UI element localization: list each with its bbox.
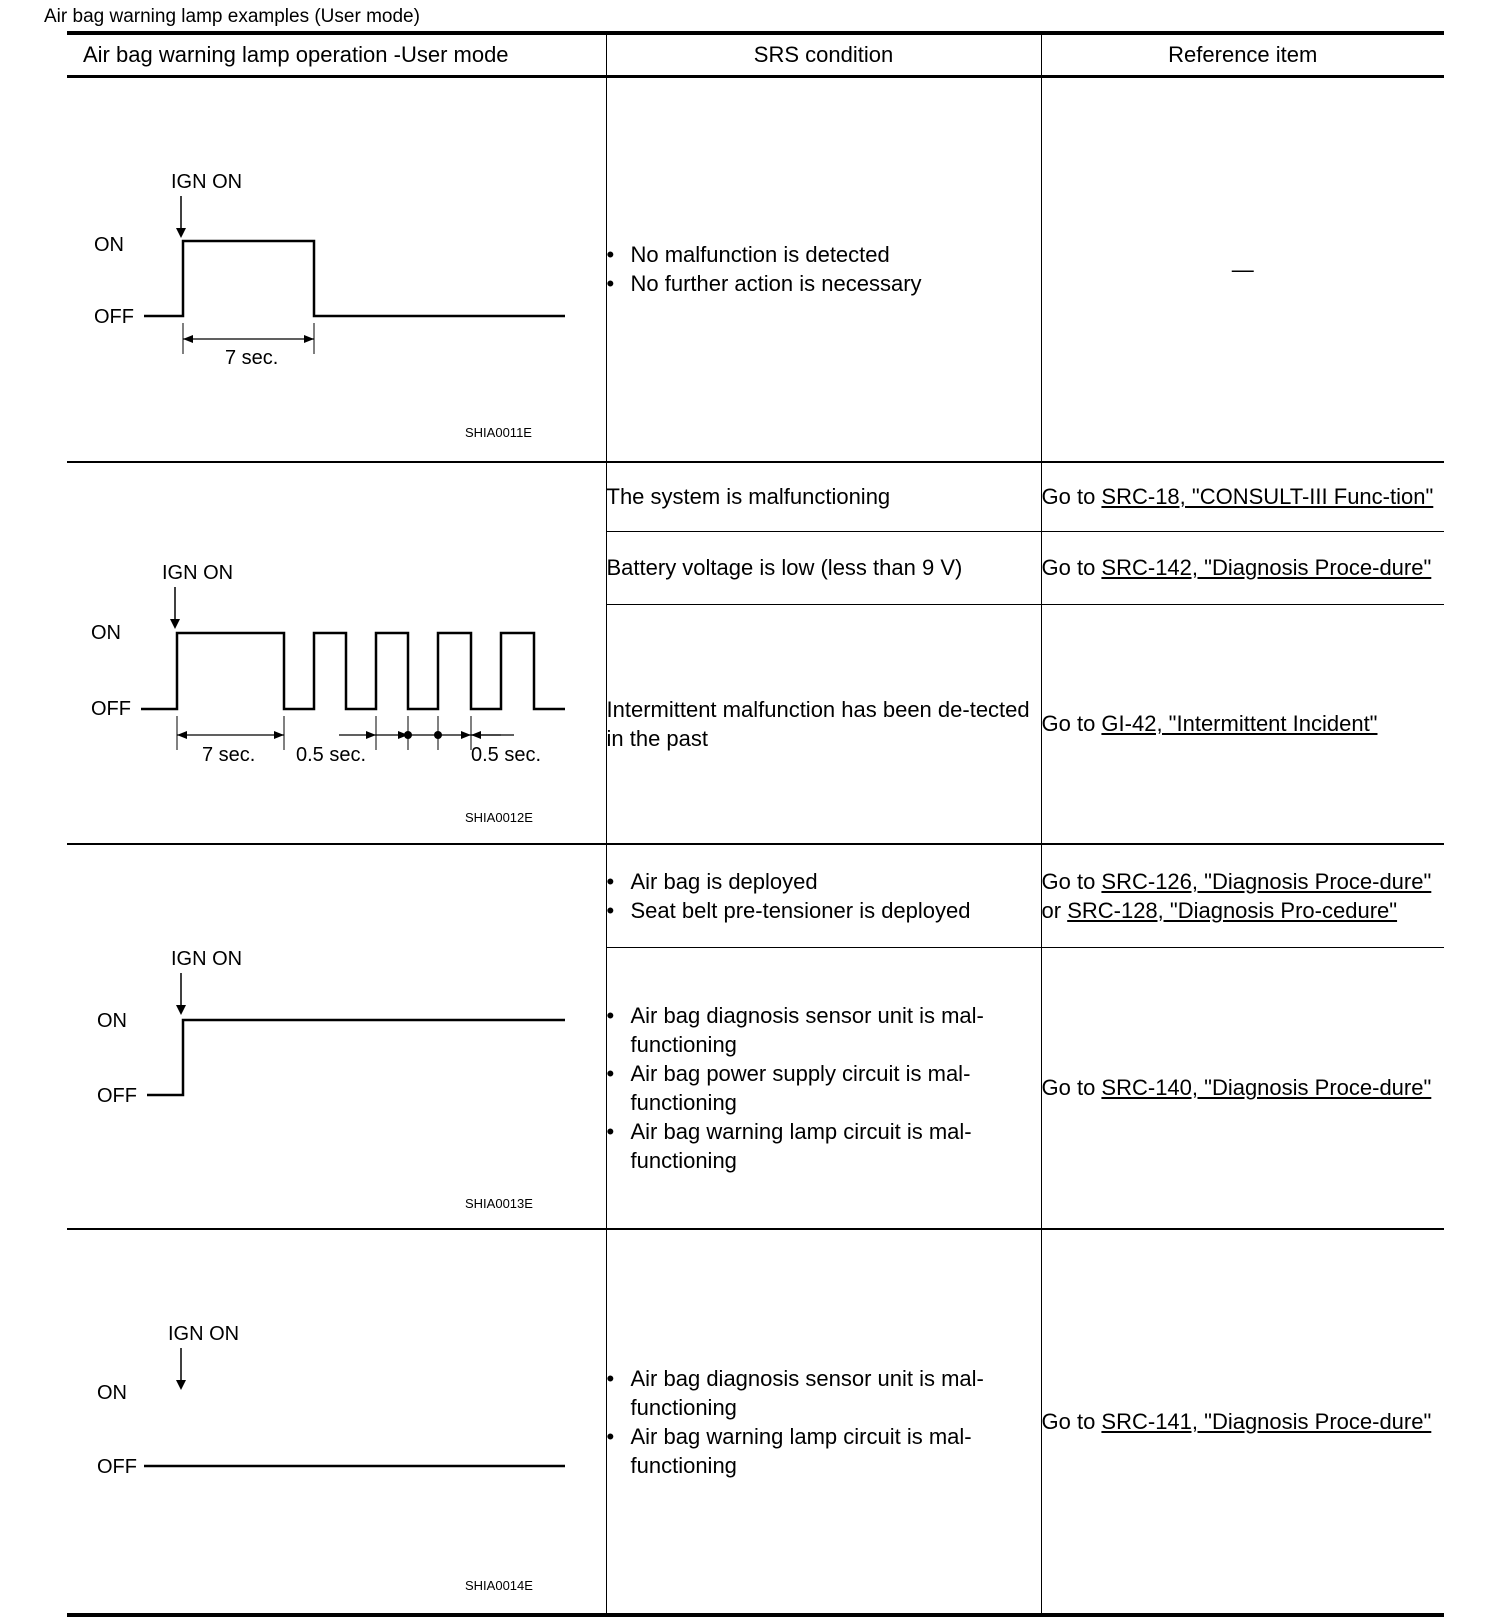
header-diagram: Air bag warning lamp operation -User mode (67, 33, 606, 76)
condition-item: • Air bag warning lamp circuit is mal-functioning (607, 1117, 1041, 1175)
lamp-diagram-cell (67, 844, 606, 1229)
table-row (67, 462, 1444, 531)
table-row (67, 76, 1444, 462)
no-reference-dash: — (1231, 256, 1254, 282)
condition-item: • Air bag power supply circuit is mal-functioning (607, 1059, 1041, 1117)
condition-item: • No malfunction is detected (607, 240, 1041, 269)
on-label: ON (97, 1010, 127, 1032)
srs-condition-cell (606, 844, 1041, 947)
srs-condition-cell (606, 947, 1041, 1229)
on-label: ON (94, 233, 124, 256)
condition-item: • Air bag diagnosis sensor unit is mal-functioning (607, 1001, 1041, 1059)
lamp-diagram-cell (67, 76, 606, 462)
lamp-waveform-normal (67, 78, 606, 464)
on-label: ON (97, 1382, 127, 1404)
off-label: OFF (91, 698, 131, 720)
interval-label: 0.5 sec. (296, 744, 367, 766)
off-label: OFF (97, 1085, 137, 1107)
reference-cell (1041, 947, 1444, 1229)
arrow-down-icon (176, 1380, 186, 1390)
reference-link[interactable]: GI-42, "Intermittent Incident" (1101, 711, 1378, 737)
ign-on-label: IGN ON (168, 1323, 240, 1345)
off-label: OFF (94, 305, 134, 328)
reference-joiner: or (1041, 897, 1068, 923)
reference-link[interactable]: SRC-140, "Diagnosis Proce-dure" (1101, 1075, 1432, 1101)
condition-list (607, 240, 1041, 298)
header-reference: Reference item (1041, 33, 1444, 76)
srs-condition-cell: The system is malfunctioning (606, 462, 1041, 531)
duration-label: 7 sec. (202, 744, 256, 766)
reference-cell (1041, 76, 1444, 462)
page-heading: Air bag warning lamp examples (User mode) (44, 6, 420, 27)
arrow-down-icon (176, 1005, 186, 1015)
header-condition: SRS condition (606, 33, 1041, 76)
condition-item: • Air bag warning lamp circuit is mal-functioning (607, 1422, 1041, 1480)
table-row (67, 1229, 1444, 1615)
off-label: OFF (97, 1456, 137, 1478)
lamp-examples-table (67, 31, 1444, 1617)
interval-label: 0.5 sec. (471, 744, 542, 766)
ign-on-label: IGN ON (171, 170, 243, 193)
arrow-down-icon (170, 619, 180, 629)
srs-condition-cell: Battery voltage is low (less than 9 V) (606, 531, 1041, 604)
reference-link[interactable]: SRC-142, "Diagnosis Proce-dure" (1101, 555, 1432, 580)
reference-link[interactable]: SRC-18, "CONSULT-III Func-tion" (1101, 484, 1434, 510)
reference-prefix: Go to (1041, 555, 1102, 580)
reference-prefix: Go to (1041, 1075, 1102, 1101)
reference-prefix: Go to (1041, 711, 1102, 737)
srs-condition-cell (606, 76, 1041, 462)
reference-link[interactable]: SRC-141, "Diagnosis Proce-dure" (1101, 1409, 1432, 1434)
srs-condition-cell: Intermittent malfunction has been de-tected in the past (606, 604, 1041, 844)
ign-on-label: IGN ON (162, 562, 234, 584)
ign-on-label: IGN ON (171, 948, 243, 970)
figure-code: SHIA0011E (465, 424, 532, 440)
lamp-diagram-cell (67, 462, 606, 844)
reference-cell (1041, 531, 1444, 604)
reference-cell (1041, 604, 1444, 844)
lamp-signal-line (144, 241, 565, 316)
table-row (67, 844, 1444, 947)
lamp-signal-line (141, 633, 565, 709)
lamp-waveform-off (67, 1230, 606, 1616)
srs-condition-cell (606, 1229, 1041, 1615)
figure-code: SHIA0014E (465, 1578, 533, 1593)
arrow-down-icon (176, 228, 186, 238)
condition-item: • Seat belt pre-tensioner is deployed (607, 896, 1041, 925)
reference-link[interactable]: SRC-126, "Diagnosis Proce-dure" (1101, 868, 1432, 894)
reference-link-2[interactable]: SRC-128, "Diagnosis Pro-cedure" (1067, 897, 1398, 923)
condition-list (607, 1364, 1041, 1480)
condition-list (607, 1001, 1041, 1175)
lamp-diagram-cell (67, 1229, 606, 1615)
reference-cell (1041, 844, 1444, 947)
lamp-signal-line (147, 1020, 565, 1095)
lamp-waveform-flashing (67, 463, 606, 845)
lamp-waveform-steady-on (67, 845, 606, 1230)
reference-prefix: Go to (1041, 868, 1102, 894)
reference-prefix: Go to (1041, 1409, 1102, 1434)
condition-list (607, 867, 1041, 925)
figure-code: SHIA0013E (465, 1196, 533, 1211)
header-row (67, 33, 1444, 76)
reference-cell (1041, 1229, 1444, 1615)
duration-label: 7 sec. (225, 346, 279, 369)
condition-item: • No further action is necessary (607, 269, 1041, 298)
condition-item: • Air bag is deployed (607, 867, 1041, 896)
figure-code: SHIA0012E (465, 810, 533, 825)
on-label: ON (91, 622, 121, 644)
condition-item: • Air bag diagnosis sensor unit is mal-functioning (607, 1364, 1041, 1422)
reference-prefix: Go to (1041, 484, 1102, 510)
reference-cell (1041, 462, 1444, 531)
